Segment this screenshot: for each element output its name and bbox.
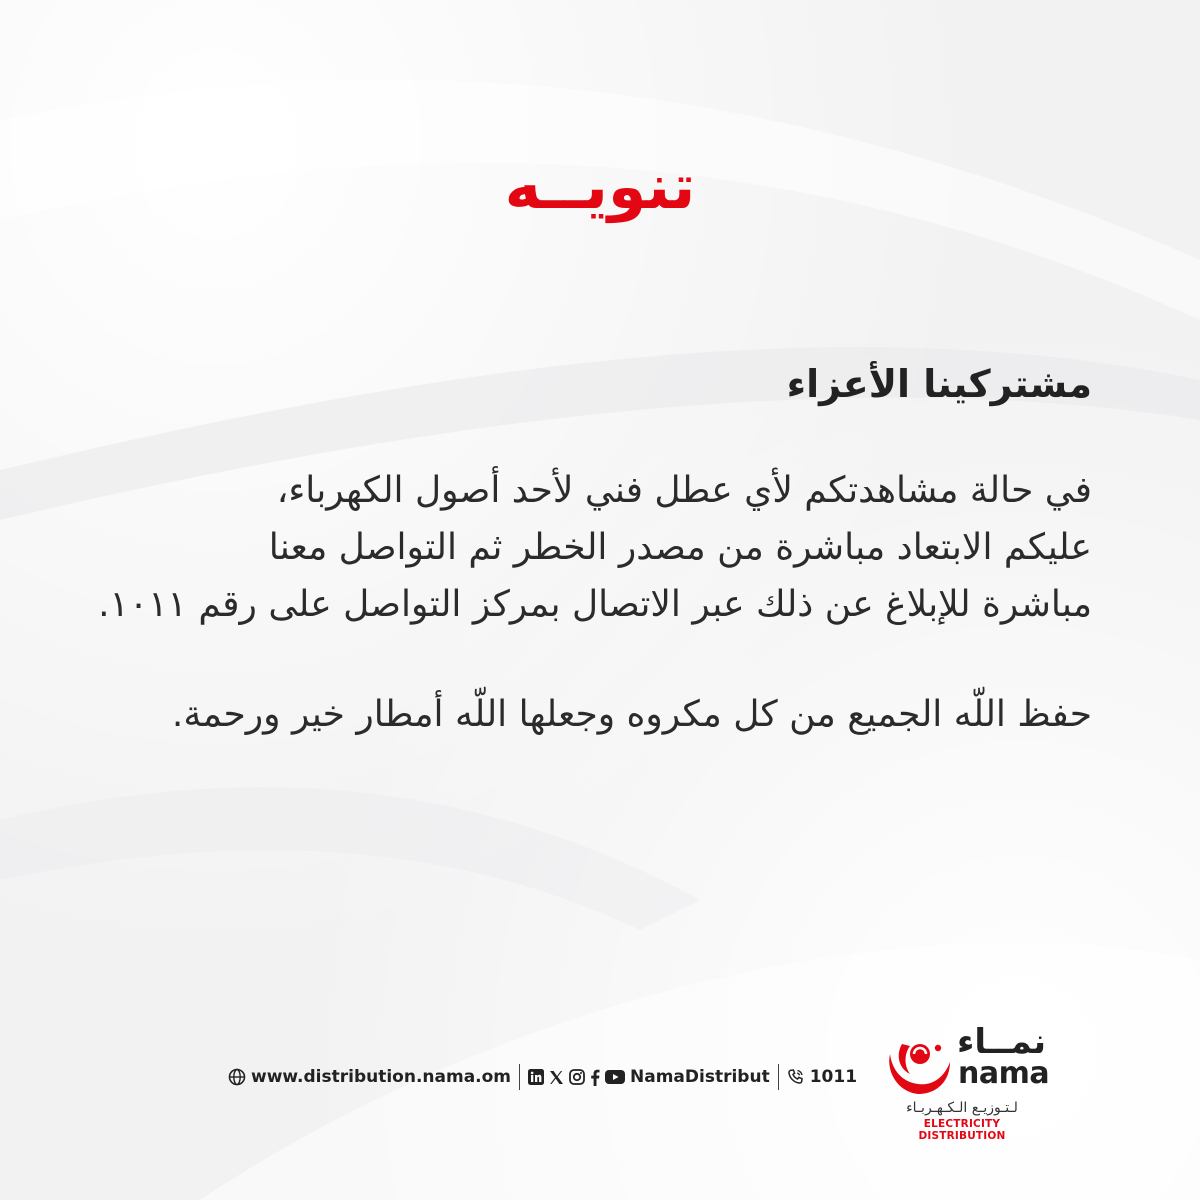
paragraph-line: عليكم الابتعاد مباشرة من مصدر الخطر ثم التواصل معنا: [268, 527, 1092, 568]
nama-emblem-icon: [882, 1032, 954, 1098]
nama-logo: [882, 1022, 1052, 1142]
globe-icon: [228, 1068, 246, 1086]
phone-number[interactable]: 1011: [809, 1067, 858, 1087]
brand-name-english: nama: [958, 1056, 1050, 1091]
brand-subtitle-arabic: لـتـوزيـع الـكـهـربـاء: [906, 1100, 1018, 1116]
phone-icon: [787, 1068, 805, 1086]
paragraph-line: في حالة مشاهدتكم لأي عطل فني لأحد أصول الكهرباء،: [276, 470, 1092, 511]
greeting: مشتركينا الأعزاء: [786, 362, 1092, 406]
brand-name-arabic: نمــاء: [957, 1022, 1046, 1062]
facebook-icon[interactable]: [590, 1069, 600, 1086]
brand-subtitle-english: ELECTRICITY DISTRIBUTION: [918, 1118, 1006, 1142]
notice-title: تنويــه: [504, 150, 696, 223]
youtube-icon[interactable]: [605, 1070, 625, 1084]
website-link[interactable]: www.distribution.nama.om: [251, 1067, 512, 1087]
x-icon[interactable]: [549, 1070, 564, 1085]
footer-bar: [228, 1062, 857, 1092]
divider: [519, 1064, 520, 1090]
linkedin-icon[interactable]: [528, 1069, 544, 1085]
closing-line: حفظ اللّه الجميع من كل مكروه وجعلها اللّه أمطار خير ورحمة.: [171, 694, 1092, 735]
social-handle[interactable]: NamaDistribut: [630, 1067, 770, 1087]
notice-paragraph: [92, 462, 1092, 633]
divider: [778, 1064, 779, 1090]
instagram-icon[interactable]: [569, 1069, 585, 1085]
paragraph-line: مباشرة للإبلاغ عن ذلك عبر الاتصال بمركز التواصل على رقم ١٠١١.: [98, 584, 1092, 625]
